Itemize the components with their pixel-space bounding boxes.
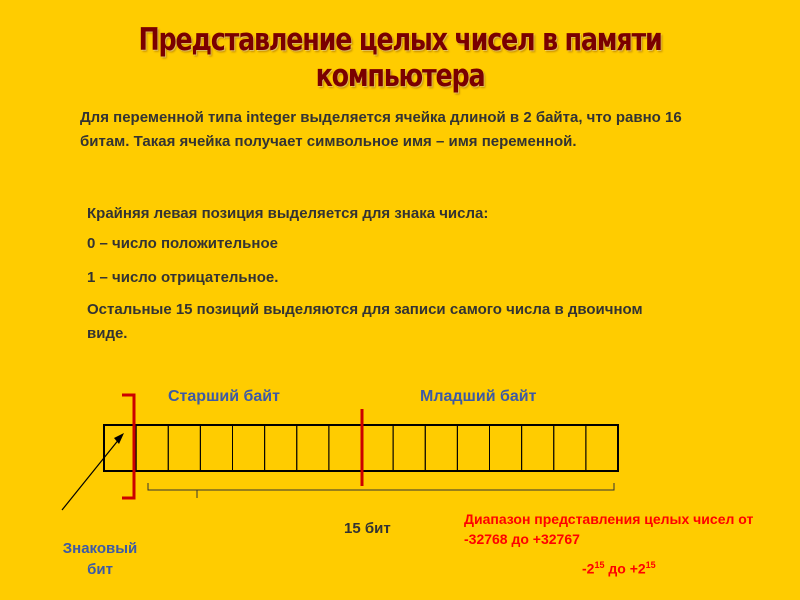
page-title: Представление целых чисел в памяти компьютера — [138, 22, 662, 94]
negative-sign-text: 1 – число отрицательное. — [87, 269, 279, 286]
bit-cell — [457, 425, 489, 471]
bit-cell — [586, 425, 618, 471]
bit-cell — [490, 425, 522, 471]
range-pos-exponent: 15 — [645, 560, 656, 570]
sign-bit-arrow — [62, 438, 120, 510]
sign-bit-label: Знаковый бит — [62, 540, 138, 578]
remaining-bits-text: Остальные 15 позиций выделяются для записи самого числа в двоичном виде. — [87, 301, 643, 342]
bit-cell — [104, 425, 136, 471]
bit-cell — [361, 425, 393, 471]
bit-cell — [425, 425, 457, 471]
low-byte-label: Младший байт — [420, 388, 537, 405]
bit-cell — [168, 425, 200, 471]
bit-cell — [554, 425, 586, 471]
positive-sign-text: 0 – число положительное — [87, 235, 278, 252]
range-pos-base: +2 — [629, 560, 646, 577]
high-byte-label: Старший байт — [168, 388, 280, 405]
intro-paragraph: Для переменной типа integer выделяется ячейка длиной в 2 байта, что равно 16 битам. Такая ячейка получает символьное имя – имя переменной. — [80, 109, 682, 150]
bit-cell — [522, 425, 554, 471]
bit-cell — [200, 425, 232, 471]
sign-position-text: Крайняя левая позиция выделяется для знака числа: — [87, 205, 489, 222]
range-neg-base: -2 — [582, 560, 595, 577]
bits-15-label: 15 бит — [344, 520, 391, 537]
range-formula-mid: до — [604, 560, 630, 577]
bit-cell — [265, 425, 297, 471]
sign-bit-bracket — [122, 395, 134, 498]
sign-bit-arrow-head — [114, 433, 124, 444]
bit-cell — [393, 425, 425, 471]
range-formula — [582, 560, 656, 577]
bits-15-brace — [148, 483, 614, 490]
bit-cell — [136, 425, 168, 471]
range-neg-exponent: 15 — [594, 560, 605, 570]
range-description: Диапазон представления целых чисел от -32768 до +32767 — [464, 511, 754, 547]
bit-cell — [329, 425, 361, 471]
bit-cell — [297, 425, 329, 471]
bit-cell — [233, 425, 265, 471]
